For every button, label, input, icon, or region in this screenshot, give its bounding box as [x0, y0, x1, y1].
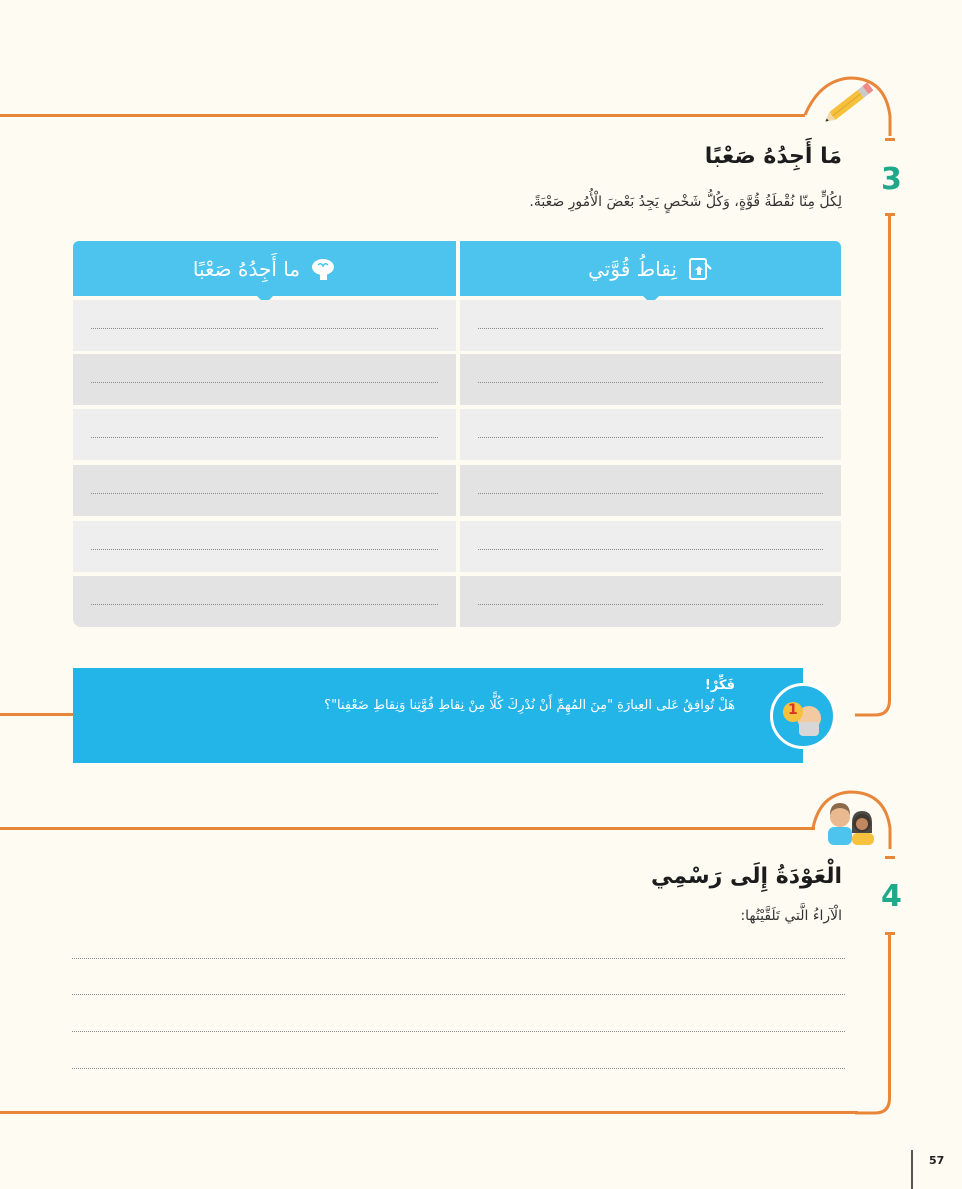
- frame-line-top-3: [0, 114, 805, 117]
- header-label-difficult: ما أَجِدُهُ صَعْبًا: [192, 256, 301, 281]
- frame-corner-3: [855, 690, 895, 720]
- table-cell-difficult-6[interactable]: [73, 576, 456, 627]
- table-cell-strength-2[interactable]: [460, 354, 841, 405]
- table-cell-difficult-5[interactable]: [73, 521, 456, 572]
- table-header-strengths: [460, 241, 841, 296]
- frame-line-bottom-4: [0, 1111, 858, 1114]
- think-question: هَلْ تُوافِقُ عَلى العِبارَةِ "مِنَ المُهِمِّ أَنْ نُدْرِكَ كُلًّا مِنْ نِقاطِ قُوَّتِنا وَنِقاطِ ضَعْفِنا"؟: [324, 698, 735, 713]
- table-cell-difficult-1[interactable]: [73, 300, 456, 351]
- think-icon: [773, 686, 833, 746]
- frame-line-right-4: [888, 932, 891, 1097]
- section-3-subtitle: لِكُلٍّ مِنّا نُقْطَةُ قُوَّةٍ، وَكُلُّ شَخْصٍ يَجِدُ بَعْضَ الْأُمُورِ صَعْبَةً.: [529, 194, 842, 210]
- table-header-difficult: [73, 241, 456, 296]
- table-cell-difficult-3[interactable]: [73, 409, 456, 460]
- frame-line-bottom-3: [0, 713, 73, 716]
- think-badge-number: 1: [788, 702, 798, 718]
- think-badge: [770, 683, 836, 749]
- section-number-4: 4: [881, 879, 902, 914]
- think-label: فَكِّرْ!: [704, 678, 735, 693]
- frame-tick: [885, 856, 895, 859]
- frame-corner-4: [855, 1088, 895, 1118]
- frame-tick: [885, 138, 895, 141]
- writing-line-3[interactable]: [72, 1031, 845, 1032]
- page-number-divider: [911, 1150, 913, 1189]
- header-label-strengths: نِقاطُ قُوَّتي: [588, 256, 677, 281]
- writing-line-4[interactable]: [72, 1068, 845, 1069]
- think-box: [73, 668, 803, 763]
- page-number: 57: [929, 1154, 945, 1167]
- children-icon: [822, 793, 882, 845]
- table-cell-difficult-2[interactable]: [73, 354, 456, 405]
- table-cell-strength-6[interactable]: [460, 576, 841, 627]
- table-cell-strength-4[interactable]: [460, 465, 841, 516]
- table-cell-strength-1[interactable]: [460, 300, 841, 351]
- table-cell-difficult-4[interactable]: [73, 465, 456, 516]
- section-number-3: 3: [881, 162, 902, 197]
- table-cell-strength-5[interactable]: [460, 521, 841, 572]
- strength-card-icon: [687, 257, 713, 281]
- writing-line-2[interactable]: [72, 994, 845, 995]
- pencil-icon: [818, 80, 880, 126]
- table-cell-strength-3[interactable]: [460, 409, 841, 460]
- brain-icon: [310, 257, 336, 281]
- strengths-table: [73, 241, 841, 629]
- frame-line-right-3: [888, 213, 891, 699]
- section-4-subtitle: الْآراءُ الَّتي تَلَقَّيْتُها:: [740, 908, 842, 924]
- section-4-title: الْعَوْدَةُ إِلَى رَسْمِي: [651, 864, 842, 889]
- writing-line-1[interactable]: [72, 958, 845, 959]
- section-3-title: مَا أَجِدُهُ صَعْبًا: [704, 144, 842, 169]
- frame-line-top-4: [0, 827, 815, 830]
